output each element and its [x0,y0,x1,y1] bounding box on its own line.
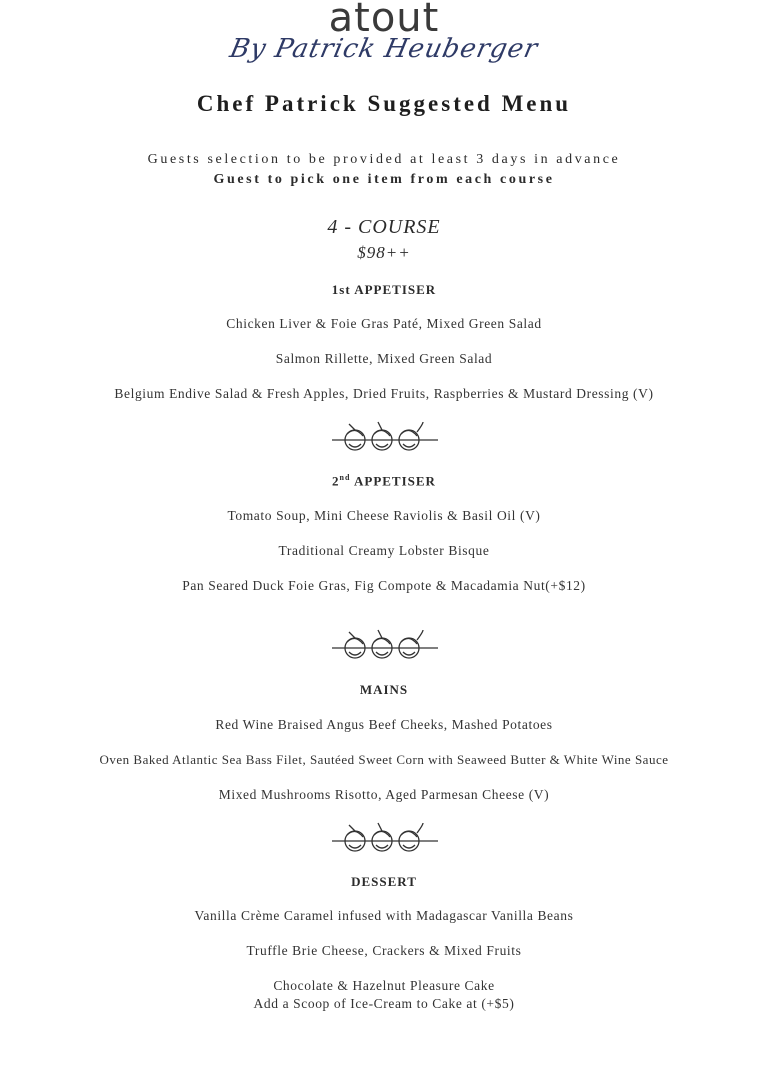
price: $98++ [357,243,411,262]
menu-item: Salmon Rillette, Mixed Green Salad [275,351,493,366]
course-label: 4 - COURSE [327,216,441,238]
section-title-second-appetiser [0,473,768,489]
menu-item: Belgium Endive Salad & Fresh Apples, Dried Fruits, Raspberries & Mustard Dressing (V) [114,386,654,401]
menu-item: Chicken Liver & Foie Gras Paté, Mixed Green Salad [226,316,542,331]
menu-item: Oven Baked Atlantic Sea Bass Filet, Sautéed Sweet Corn with Seaweed Butter & White Wine Sauce [99,752,669,767]
menu-item: Traditional Creamy Lobster Bisque [278,543,490,558]
shrimp-skewer-icon [330,821,440,857]
advance-notice: Guests selection to be provided at least 3 days in advance [147,152,621,167]
menu-item: Pan Seared Duck Foie Gras, Fig Compote & Macadamia Nut(+$12) [182,578,586,593]
section-title-ordinal: nd [339,473,351,482]
selection-instruction: Guest to pick one item from each course [213,172,555,187]
page-title: Chef Patrick Suggested Menu [196,91,572,116]
menu-item: Mixed Mushrooms Risotto, Aged Parmesan Cheese (V) [218,787,550,802]
menu-item: Tomato Soup, Mini Cheese Raviolis & Basil Oil (V) [227,508,541,523]
section-title-mains: MAINS [359,682,409,697]
signature: By Patrick Heuberger [227,34,541,64]
section-title-dessert: DESSERT [351,874,417,889]
menu-item: Vanilla Crème Caramel infused with Madagascar Vanilla Beans [194,908,574,923]
menu-item: Chocolate & Hazelnut Pleasure Cake [273,978,495,993]
menu-item-note: Add a Scoop of Ice-Cream to Cake at (+$5) [253,996,515,1011]
menu-item: Truffle Brie Cheese, Crackers & Mixed Fruits [246,943,522,958]
section-title-first-appetiser: 1st APPETISER [331,282,437,297]
section-title-number: 2 [332,473,340,489]
logo: atout [328,0,440,41]
section-title-text: APPETISER [350,473,436,489]
shrimp-skewer-icon [330,420,440,456]
shrimp-skewer-icon [330,628,440,664]
menu-item: Red Wine Braised Angus Beef Cheeks, Mashed Potatoes [215,717,553,732]
